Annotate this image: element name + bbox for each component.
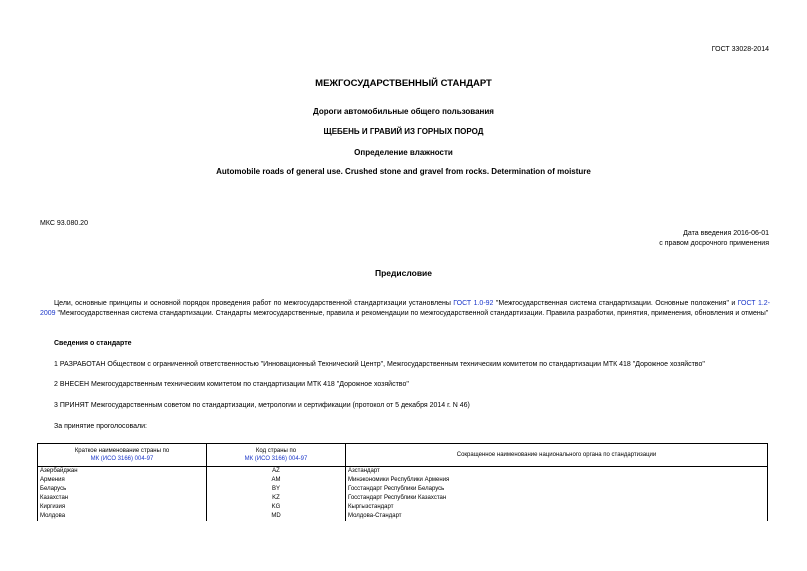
- code-cell: BY: [207, 485, 346, 494]
- foreword-text-a: Цели, основные принципы и основной порядок проведения работ по межгосударственной стандартизации установлены: [54, 300, 454, 307]
- column-header-code: [207, 444, 346, 467]
- body-cell: Госстандарт Республики Казахстан: [346, 494, 768, 503]
- code-cell: AZ: [207, 467, 346, 477]
- code-cell: MD: [207, 512, 346, 521]
- table-row: [38, 512, 768, 521]
- country-cell: Азербайджан: [38, 467, 207, 477]
- document-code: ГОСТ 33028-2014: [711, 46, 769, 53]
- foreword-paragraph: [40, 299, 770, 319]
- info-item-adopted: 3 ПРИНЯТ Межгосударственным советом по стандартизации, метрологии и сертификации (протокол от 5 декабря 2014 г. N 46): [54, 402, 470, 409]
- info-item-submitted: 2 ВНЕСЕН Межгосударственным техническим комитетом по стандартизации МТК 418 "Дорожное хозяйство": [54, 381, 409, 388]
- foreword-heading: Предисловие: [374, 268, 433, 278]
- body-cell: Молдова-Стандарт: [346, 512, 768, 521]
- early-application-note: с правом досрочного применения: [659, 240, 769, 247]
- gost-1-0-92-link[interactable]: ГОСТ 1.0-92: [453, 300, 494, 307]
- foreword-text-c: "Межгосударственная система стандартизации. Стандарты межгосударственные, правила и рекомендации по межгосударственной стандартизации. Правила разработки, принятия, применения, обновления и отмены": [55, 310, 769, 317]
- standard-type-heading: МЕЖГОСУДАРСТВЕННЫЙ СТАНДАРТ: [315, 78, 492, 89]
- english-title: Automobile roads of general use. Crushed stone and gravel from rocks. Determination of moisture: [216, 167, 591, 176]
- table-header-row: [38, 444, 768, 467]
- table-row: [38, 467, 768, 477]
- standard-info-heading: Сведения о стандарте: [54, 340, 132, 347]
- mks-code: МКС 93.080.20: [40, 220, 88, 227]
- body-cell: Минэкономики Республики Армения: [346, 476, 768, 485]
- table-row: [38, 476, 768, 485]
- body-cell: Госстандарт Республики Беларусь: [346, 485, 768, 494]
- country-cell: Киргизия: [38, 503, 207, 512]
- country-cell: Армения: [38, 476, 207, 485]
- column-header-body: Сокращенное наименование национального органа по стандартизации: [346, 444, 768, 467]
- column-header-country-text: Краткое наименование страны по: [74, 448, 170, 454]
- body-cell: Азстандарт: [346, 467, 768, 477]
- column-header-code-text: Код страны по: [255, 448, 297, 454]
- column-header-country: [38, 444, 207, 467]
- countries-table: [37, 443, 768, 521]
- info-item-developed: 1 РАЗРАБОТАН Обществом с ограниченной ответственностью "Инновационный Технический Центр", Межгосударственным техническим комитетом по стандартизации МТК 418 "Дорожное хозяйство": [54, 361, 705, 368]
- table-row: [38, 494, 768, 503]
- method-title: Определение влажности: [354, 148, 453, 157]
- country-cell: Молдова: [38, 512, 207, 521]
- code-cell: AM: [207, 476, 346, 485]
- gost-1-2-2009-link[interactable]: ГОСТ 1.2-2009: [40, 300, 771, 317]
- country-cell: Беларусь: [38, 485, 207, 494]
- body-cell: Кыргызстандарт: [346, 503, 768, 512]
- voted-label: За принятие проголосовали:: [54, 423, 147, 430]
- mk-iso-3166-link[interactable]: МК (ИСО 3166) 004-97: [244, 456, 308, 462]
- table-row: [38, 485, 768, 494]
- intro-date: Дата введения 2016-06-01: [683, 230, 769, 237]
- mk-iso-3166-link[interactable]: МК (ИСО 3166) 004-97: [90, 456, 154, 462]
- document-title: ЩЕБЕНЬ И ГРАВИЙ ИЗ ГОРНЫХ ПОРОД: [323, 127, 484, 136]
- code-cell: KZ: [207, 494, 346, 503]
- foreword-text-b: "Межгосударственная система стандартизации. Основные положения" и: [493, 300, 738, 307]
- table-row: [38, 503, 768, 512]
- subtitle: Дороги автомобильные общего пользования: [313, 107, 494, 116]
- code-cell: KG: [207, 503, 346, 512]
- country-cell: Казахстан: [38, 494, 207, 503]
- intro-dates: [659, 229, 769, 249]
